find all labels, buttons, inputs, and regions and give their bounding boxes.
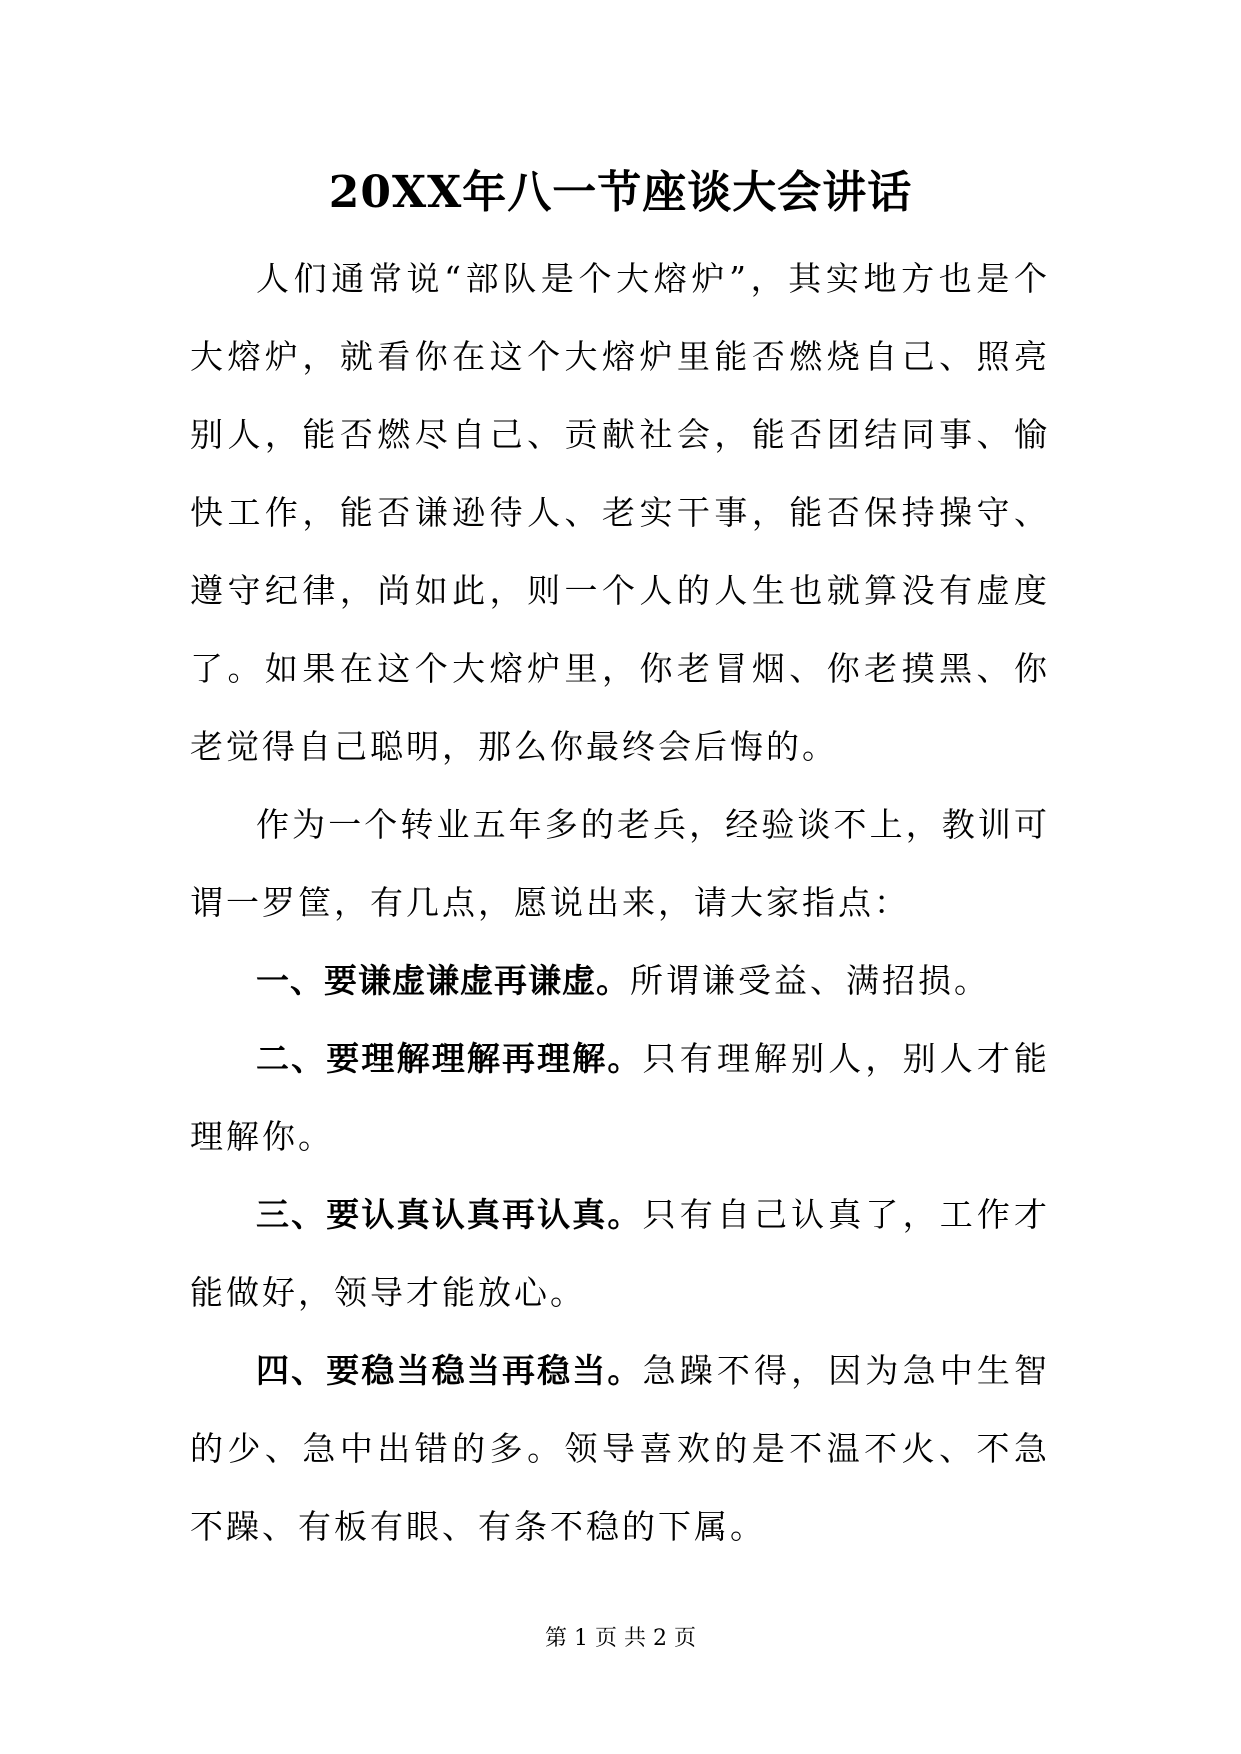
- paragraph-veteran: [190, 786, 1050, 942]
- paragraph-text: 只有自己认真了，工作才能做好，领导才能放心。: [190, 1195, 1051, 1312]
- paragraph-text: 所谓谦受益、满招损。: [630, 961, 990, 1000]
- page-number-footer: 第 1 页 共 2 页: [545, 1626, 696, 1651]
- paragraph-text: 只有理解别人，别人才能理解你。: [190, 1039, 1051, 1156]
- document-title: 20XX年八一节座谈大会讲话: [328, 167, 913, 218]
- paragraph-text: 作为一个转业五年多的老兵，经验谈不上，教训可谓一罗筐，有几点，愿说出来，请大家指点：: [190, 805, 1050, 922]
- paragraph-text: 急躁不得，因为急中生智的少、急中出错的多。领导喜欢的是不温不火、不急不躁、有板有眼、有条不稳的下属。: [190, 1351, 1051, 1546]
- point-heading: 二、要理解理解再理解。: [256, 1039, 643, 1078]
- paragraph-point-2: [190, 1020, 1050, 1176]
- paragraph-intro: [190, 240, 1050, 786]
- paragraph-point-3: [190, 1176, 1050, 1332]
- paragraph-text: 人们通常说“部队是个大熔炉”，其实地方也是个大熔炉，就看你在这个大熔炉里能否燃烧自己、照亮别人，能否燃尽自己、贡献社会，能否团结同事、愉快工作，能否谦逊待人、老实干事，能否保持操守、遵守纪律，尚如此，则一个人的人生也就算没有虚度了。如果在这个大熔炉里，你老冒烟、你老摸黑、你老觉得自己聪明，那么你最终会后悔的。: [190, 259, 1050, 766]
- point-heading: 一、要谦虚谦虚再谦虚。: [256, 961, 630, 1000]
- point-heading: 三、要认真认真再认真。: [256, 1195, 643, 1234]
- paragraph-point-4: [190, 1332, 1050, 1566]
- point-heading: 四、要稳当稳当再稳当。: [256, 1351, 643, 1390]
- document-body: [190, 240, 1050, 1566]
- paragraph-point-1: [190, 942, 1050, 1020]
